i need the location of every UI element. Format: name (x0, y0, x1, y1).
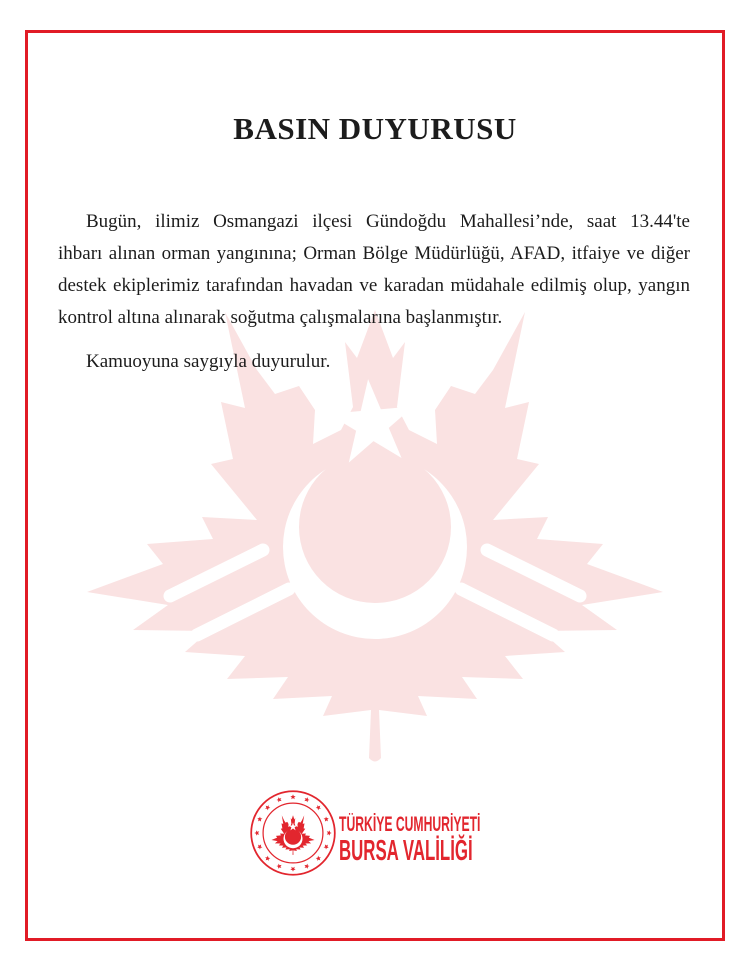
logo-org-line2: BURSA VALİLİĞİ (339, 835, 473, 867)
governorship-emblem-icon (249, 789, 337, 877)
closing-line: Kamuoyuna saygıyla duyurulur. (86, 351, 331, 372)
footer-logo (249, 789, 583, 877)
paragraph-line: destek ekiplerimiz tarafından havadan ve karadan müdahale edilmiş olup, yangın (58, 275, 690, 296)
logo-text-block (339, 800, 583, 866)
announcement-paragraph (58, 206, 690, 334)
paragraph-line: Bugün, ilimiz Osmangazi ilçesi Gündoğdu Mahallesi’nde, saat 13.44'te (86, 211, 690, 232)
logo-org-line1: TÜRKİYE CUMHURİYETİ (339, 813, 481, 836)
paragraph-line: ihbarı alınan orman yangınına; Orman Bölge Müdürlüğü, AFAD, itfaiye ve diğer (58, 243, 690, 264)
announcement-body (58, 206, 690, 378)
paragraph-line: kontrol altına alınarak soğutma çalışmalarına başlanmıştır. (58, 307, 503, 328)
page-title: BASIN DUYURUSU (233, 111, 517, 146)
emblem-crescent-inner (285, 829, 301, 845)
